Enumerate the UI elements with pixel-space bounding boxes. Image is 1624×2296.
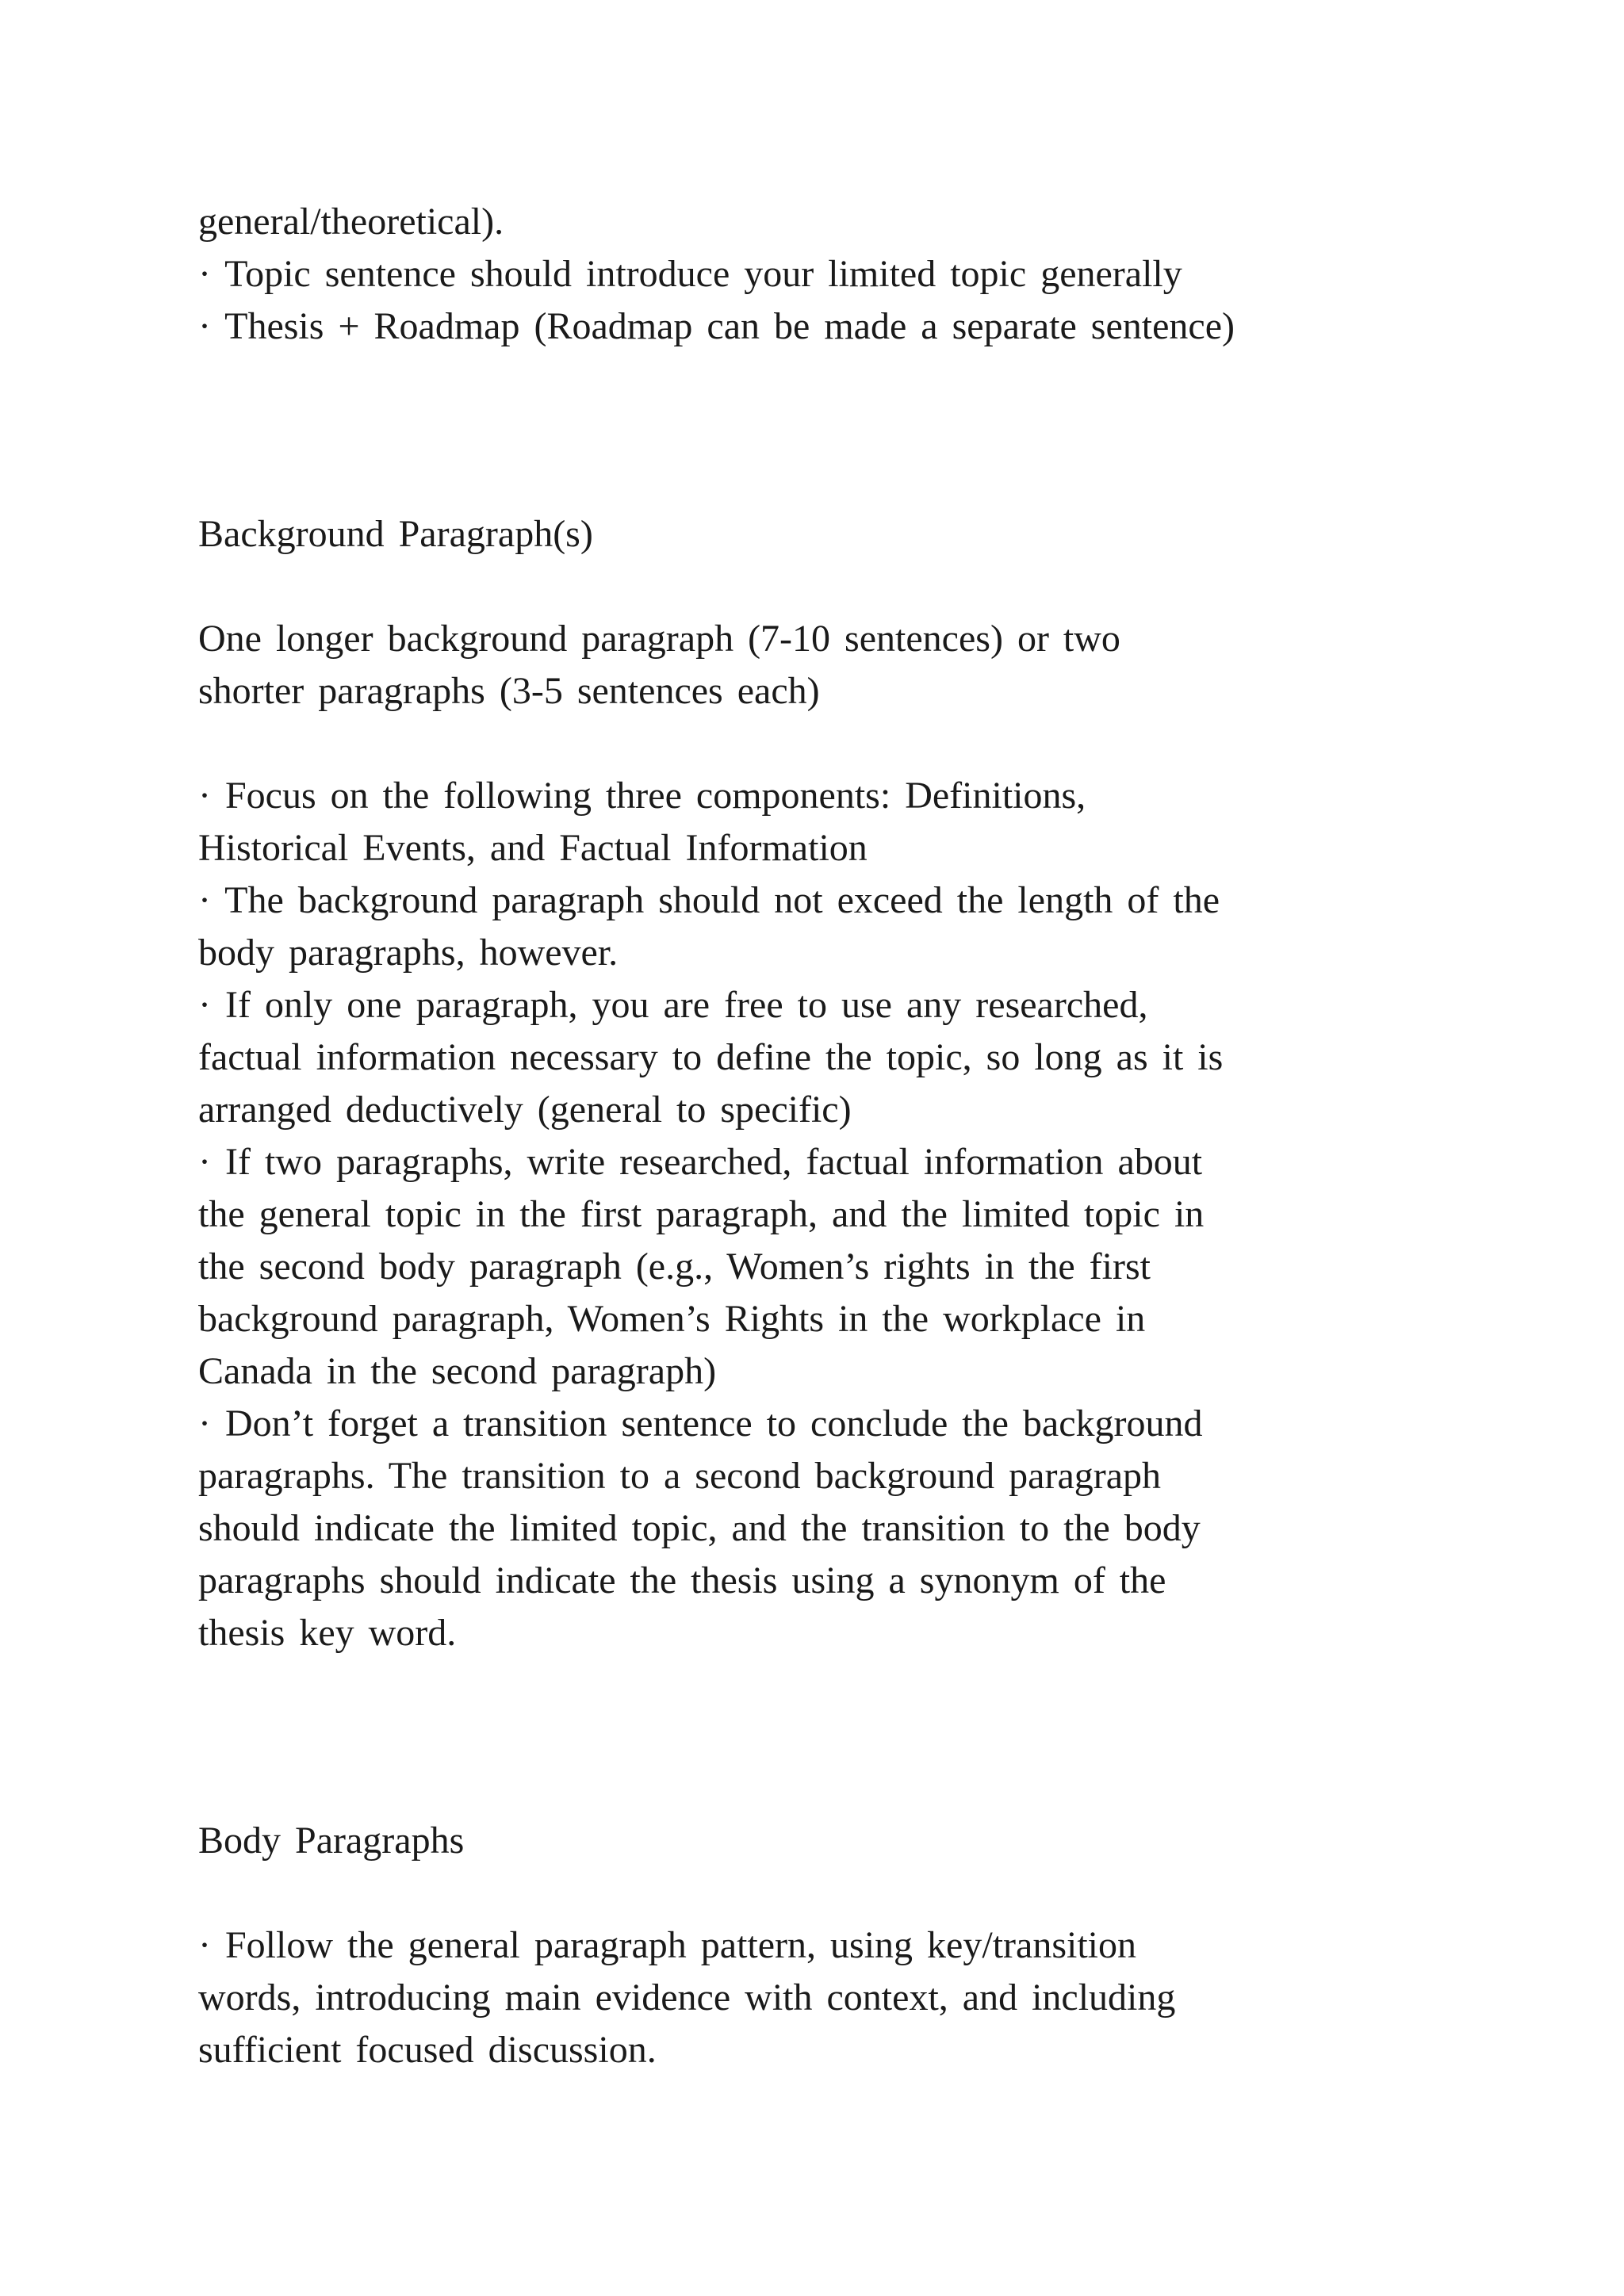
text-line: general/theoretical). bbox=[198, 201, 504, 243]
text-line: should indicate the limited topic, and the transition to the body bbox=[198, 1507, 1201, 1549]
text-line: Canada in the second paragraph) bbox=[198, 1350, 717, 1392]
section-heading-body: Body Paragraphs bbox=[198, 1820, 465, 1862]
bullet-line: · Focus on the following three components: Definitions, bbox=[198, 775, 1086, 817]
text-line: the second body paragraph (e.g., Women’s rights in the first bbox=[198, 1246, 1151, 1288]
bullet-line: · If two paragraphs, write researched, factual information about bbox=[198, 1141, 1203, 1183]
text-line: Historical Events, and Factual Information bbox=[198, 827, 868, 869]
text-line: the general topic in the first paragraph, and the limited topic in bbox=[198, 1193, 1205, 1235]
bullet-line: · The background paragraph should not exceed the length of the bbox=[198, 879, 1220, 921]
text-line: thesis key word. bbox=[198, 1612, 457, 1654]
text-line: shorter paragraphs (3-5 sentences each) bbox=[198, 670, 820, 712]
bullet-line: · Don’t forget a transition sentence to conclude the background bbox=[198, 1402, 1203, 1445]
text-line: words, introducing main evidence with context, and including bbox=[198, 1976, 1176, 2019]
text-line: arranged deductively (general to specific) bbox=[198, 1089, 852, 1131]
text-line: body paragraphs, however. bbox=[198, 932, 619, 974]
bullet-line: · Topic sentence should introduce your limited topic generally bbox=[198, 253, 1182, 295]
text-line: sufficient focused discussion. bbox=[198, 2029, 657, 2071]
text-line: paragraphs should indicate the thesis using a synonym of the bbox=[198, 1559, 1166, 1601]
text-line: factual information necessary to define the topic, so long as it is bbox=[198, 1036, 1224, 1078]
section-heading-background: Background Paragraph(s) bbox=[198, 513, 593, 555]
text-line: One longer background paragraph (7-10 sentences) or two bbox=[198, 618, 1120, 660]
bullet-line: · Follow the general paragraph pattern, using key/transition bbox=[198, 1924, 1137, 1966]
bullet-line: · Thesis + Roadmap (Roadmap can be made a separate sentence) bbox=[198, 305, 1235, 347]
bullet-line: · If only one paragraph, you are free to use any researched, bbox=[198, 984, 1148, 1026]
text-line: background paragraph, Women’s Rights in the workplace in bbox=[198, 1298, 1146, 1340]
text-line: paragraphs. The transition to a second background paragraph bbox=[198, 1455, 1162, 1497]
